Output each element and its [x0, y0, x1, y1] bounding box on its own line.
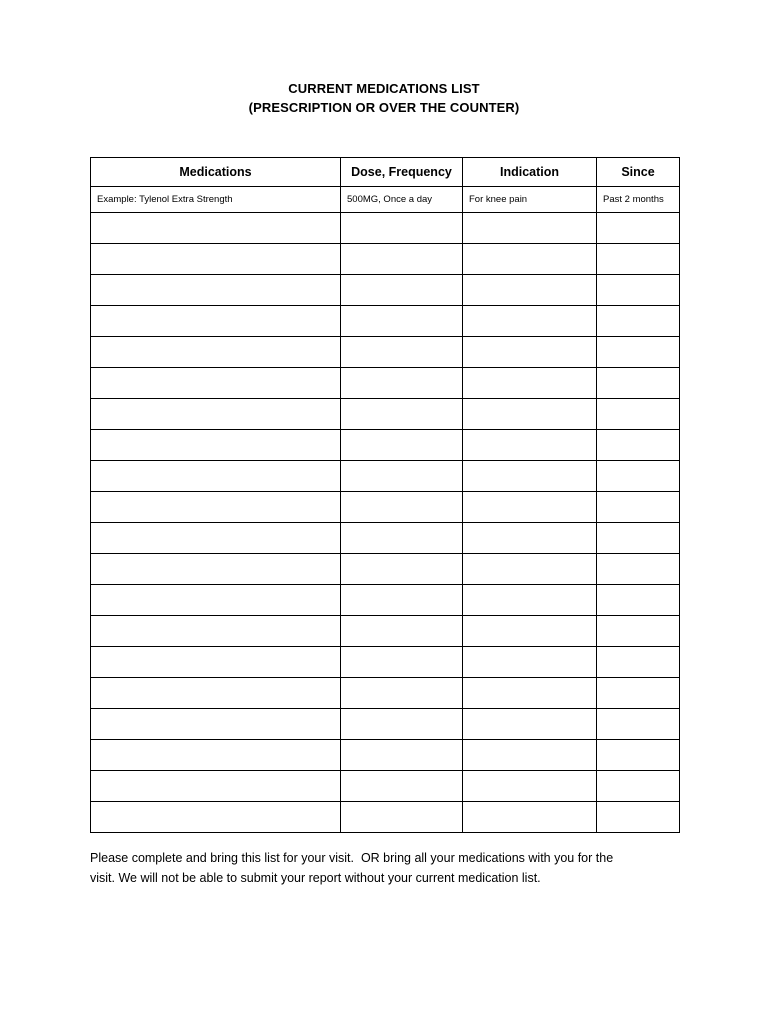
header-dose-frequency: Dose, Frequency: [341, 158, 463, 187]
since-cell[interactable]: [597, 771, 680, 802]
indication-cell[interactable]: [463, 492, 597, 523]
dose-frequency-cell[interactable]: [341, 306, 463, 337]
since-cell[interactable]: [597, 709, 680, 740]
footer-line-1: Please complete and bring this list for your visit. OR bring all your medications with you for the: [90, 851, 614, 865]
dose-frequency-cell[interactable]: [341, 740, 463, 771]
medication-cell[interactable]: [91, 275, 341, 306]
medication-cell[interactable]: [91, 678, 341, 709]
medication-cell[interactable]: [91, 368, 341, 399]
indication-cell[interactable]: [463, 678, 597, 709]
since-cell[interactable]: [597, 461, 680, 492]
dose-frequency-cell[interactable]: [341, 647, 463, 678]
indication-cell[interactable]: [463, 275, 597, 306]
example-medication: Example: Tylenol Extra Strength: [91, 187, 341, 213]
dose-frequency-cell[interactable]: [341, 616, 463, 647]
medication-cell[interactable]: [91, 554, 341, 585]
example-row: [91, 187, 680, 213]
table-row: [91, 554, 680, 585]
since-cell[interactable]: [597, 430, 680, 461]
table-row: [91, 771, 680, 802]
example-since: Past 2 months: [597, 187, 680, 213]
indication-cell[interactable]: [463, 585, 597, 616]
since-cell[interactable]: [597, 647, 680, 678]
medications-table: [90, 157, 680, 833]
indication-cell[interactable]: [463, 647, 597, 678]
medication-cell[interactable]: [91, 802, 341, 833]
dose-frequency-cell[interactable]: [341, 399, 463, 430]
table-row: [91, 585, 680, 616]
header-medications: Medications: [91, 158, 341, 187]
example-indication: For knee pain: [463, 187, 597, 213]
since-cell[interactable]: [597, 244, 680, 275]
medication-cell[interactable]: [91, 244, 341, 275]
indication-cell[interactable]: [463, 213, 597, 244]
indication-cell[interactable]: [463, 244, 597, 275]
table-row: [91, 461, 680, 492]
table-row: [91, 368, 680, 399]
dose-frequency-cell[interactable]: [341, 678, 463, 709]
indication-cell[interactable]: [463, 523, 597, 554]
since-cell[interactable]: [597, 368, 680, 399]
table-row: [91, 616, 680, 647]
medication-cell[interactable]: [91, 306, 341, 337]
since-cell[interactable]: [597, 802, 680, 833]
indication-cell[interactable]: [463, 554, 597, 585]
medication-cell[interactable]: [91, 740, 341, 771]
indication-cell[interactable]: [463, 399, 597, 430]
dose-frequency-cell[interactable]: [341, 771, 463, 802]
footer-instructions: [90, 848, 690, 888]
document-title: CURRENT MEDICATIONS LIST: [288, 81, 480, 96]
footer-line-2: visit. We will not be able to submit your report without your current medication list.: [90, 871, 541, 885]
table-row: [91, 740, 680, 771]
indication-cell[interactable]: [463, 306, 597, 337]
medication-cell[interactable]: [91, 771, 341, 802]
since-cell[interactable]: [597, 399, 680, 430]
since-cell[interactable]: [597, 337, 680, 368]
medication-cell[interactable]: [91, 337, 341, 368]
example-dose-frequency: 500MG, Once a day: [341, 187, 463, 213]
indication-cell[interactable]: [463, 709, 597, 740]
table-row: [91, 678, 680, 709]
indication-cell[interactable]: [463, 430, 597, 461]
table-row: [91, 399, 680, 430]
medication-cell[interactable]: [91, 647, 341, 678]
since-cell[interactable]: [597, 213, 680, 244]
since-cell[interactable]: [597, 740, 680, 771]
table-header-row: [91, 158, 680, 187]
indication-cell[interactable]: [463, 802, 597, 833]
since-cell[interactable]: [597, 678, 680, 709]
table-row: [91, 337, 680, 368]
dose-frequency-cell[interactable]: [341, 461, 463, 492]
dose-frequency-cell[interactable]: [341, 213, 463, 244]
medication-cell[interactable]: [91, 461, 341, 492]
since-cell[interactable]: [597, 306, 680, 337]
dose-frequency-cell[interactable]: [341, 585, 463, 616]
medication-cell[interactable]: [91, 430, 341, 461]
header-since: Since: [597, 158, 680, 187]
table-row: [91, 709, 680, 740]
indication-cell[interactable]: [463, 461, 597, 492]
dose-frequency-cell[interactable]: [341, 368, 463, 399]
dose-frequency-cell[interactable]: [341, 492, 463, 523]
medication-cell[interactable]: [91, 616, 341, 647]
medication-cell[interactable]: [91, 709, 341, 740]
dose-frequency-cell[interactable]: [341, 244, 463, 275]
table-row: [91, 647, 680, 678]
dose-frequency-cell[interactable]: [341, 337, 463, 368]
since-cell[interactable]: [597, 616, 680, 647]
dose-frequency-cell[interactable]: [341, 802, 463, 833]
indication-cell[interactable]: [463, 740, 597, 771]
table-row: [91, 802, 680, 833]
table-row: [91, 430, 680, 461]
medication-cell[interactable]: [91, 585, 341, 616]
since-cell[interactable]: [597, 492, 680, 523]
dose-frequency-cell[interactable]: [341, 275, 463, 306]
table-row: [91, 275, 680, 306]
medication-cell[interactable]: [91, 492, 341, 523]
indication-cell[interactable]: [463, 616, 597, 647]
table-row: [91, 523, 680, 554]
table-row: [91, 306, 680, 337]
dose-frequency-cell[interactable]: [341, 709, 463, 740]
header-indication: Indication: [463, 158, 597, 187]
since-cell[interactable]: [597, 523, 680, 554]
document-subtitle: (PRESCRIPTION OR OVER THE COUNTER): [248, 100, 520, 115]
indication-cell[interactable]: [463, 771, 597, 802]
medication-cell[interactable]: [91, 213, 341, 244]
since-cell[interactable]: [597, 554, 680, 585]
since-cell[interactable]: [597, 585, 680, 616]
table-row: [91, 244, 680, 275]
medication-cell[interactable]: [91, 523, 341, 554]
indication-cell[interactable]: [463, 368, 597, 399]
dose-frequency-cell[interactable]: [341, 430, 463, 461]
medication-cell[interactable]: [91, 399, 341, 430]
indication-cell[interactable]: [463, 337, 597, 368]
table-row: [91, 213, 680, 244]
table-row: [91, 492, 680, 523]
dose-frequency-cell[interactable]: [341, 554, 463, 585]
since-cell[interactable]: [597, 275, 680, 306]
dose-frequency-cell[interactable]: [341, 523, 463, 554]
